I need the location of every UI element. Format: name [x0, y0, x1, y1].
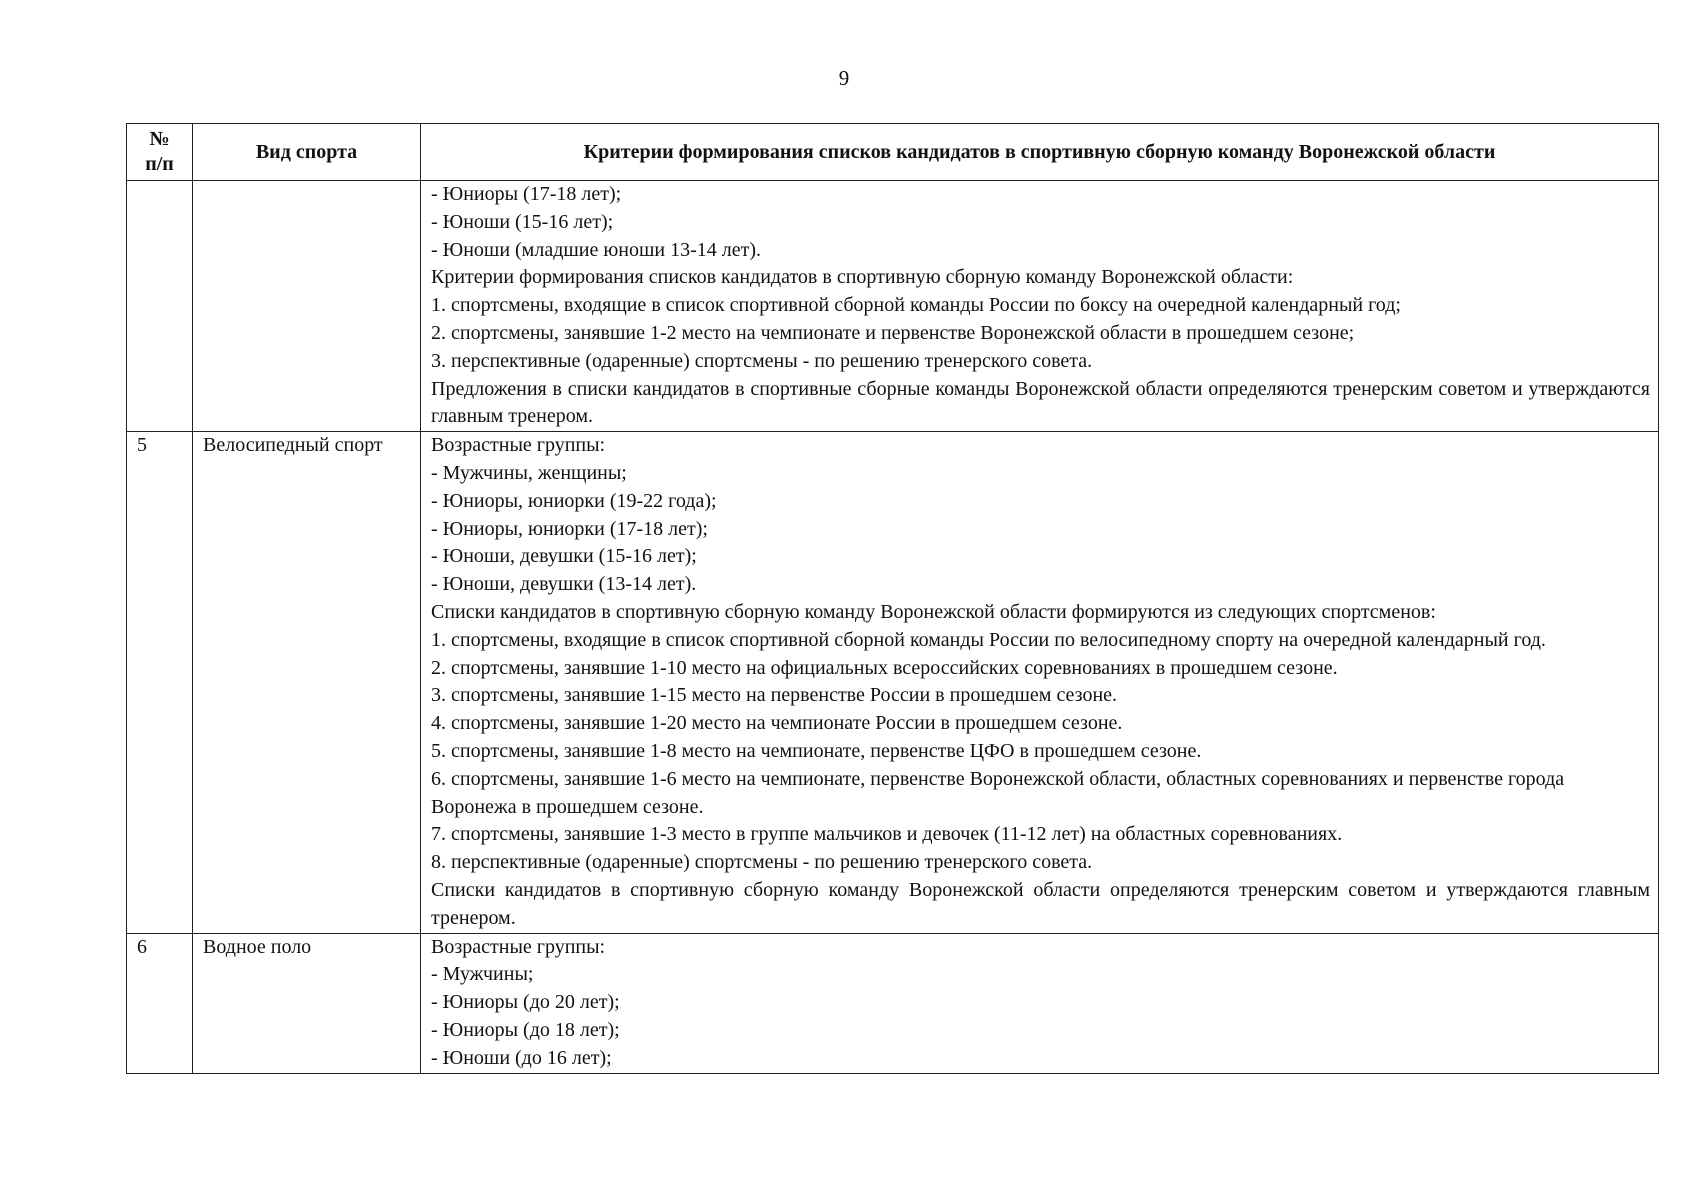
criteria-line: - Юниоры (до 18 лет);: [431, 1018, 620, 1041]
row-number-cell: [127, 181, 193, 432]
criteria-line: 2. спортсмены, занявшие 1-10 место на официальных всероссийских соревнованиях в прошедшем сезоне.: [431, 656, 1338, 679]
row-sport-cell: Велосипедный спорт: [193, 432, 421, 933]
criteria-line: 4. спортсмены, занявшие 1-20 место на чемпионате России в прошедшем сезоне.: [431, 712, 1123, 735]
table-header-row: [127, 124, 1659, 181]
criteria-line: - Юноши (до 16 лет);: [431, 1046, 612, 1069]
criteria-line: - Юниоры, юниорки (17-18 лет);: [431, 517, 708, 540]
criteria-line: 8. перспективные (одаренные) спортсмены - по решению тренерского совета.: [431, 851, 1093, 874]
header-number: [127, 124, 193, 181]
header-sport: Вид спорта: [193, 124, 421, 181]
criteria-line: - Юниоры, юниорки (19-22 года);: [431, 489, 717, 512]
criteria-line: Возрастные группы:: [431, 434, 606, 457]
criteria-paragraph: 6. спортсмены, занявшие 1-6 место на чемпионате, первенстве Воронежской области, областных соревнованиях и первенстве города Воронежа в прошедшем сезоне.: [431, 767, 1565, 818]
criteria-line: - Мужчины, женщины;: [431, 461, 627, 484]
header-number-line-1: №: [149, 128, 170, 150]
criteria-line: - Юноши (15-16 лет);: [431, 210, 614, 233]
criteria-paragraph: Списки кандидатов в спортивную сборную команду Воронежской области определяются тренерским советом и утверждаются главным тренером.: [431, 878, 1650, 929]
criteria-table: [126, 123, 1659, 1074]
row-criteria-cell: [421, 181, 1659, 432]
criteria-line: Критерии формирования списков кандидатов в спортивную сборную команду Воронежской области:: [431, 266, 1294, 289]
header-number-line-2: п/п: [145, 153, 174, 175]
criteria-line: - Юноши, девушки (15-16 лет);: [431, 545, 697, 568]
criteria-line: 3. спортсмены, занявшие 1-15 место на первенстве России в прошедшем сезоне.: [431, 684, 1118, 707]
row-number-cell: 5: [127, 432, 193, 933]
criteria-line: - Юноши, девушки (13-14 лет).: [431, 573, 697, 596]
page-number: 9: [838, 66, 850, 90]
row-criteria-cell: [421, 432, 1659, 933]
criteria-line: - Юниоры (17-18 лет);: [431, 183, 622, 205]
criteria-line: 1. спортсмены, входящие в список спортивной сборной команды России по боксу на очередной календарный год;: [431, 294, 1401, 317]
criteria-line: 5. спортсмены, занявшие 1-8 место на чемпионате, первенстве ЦФО в прошедшем сезоне.: [431, 739, 1202, 762]
table-row: [127, 933, 1659, 1073]
criteria-line: 3. перспективные (одаренные) спортсмены - по решению тренерского совета.: [431, 349, 1093, 372]
table-row: [127, 181, 1659, 432]
criteria-line: 7. спортсмены, занявшие 1-3 место в группе мальчиков и девочек (11-12 лет) на областных соревнованиях.: [431, 823, 1343, 846]
criteria-line: - Юниоры (до 20 лет);: [431, 991, 620, 1014]
criteria-line: - Юноши (младшие юноши 13-14 лет).: [431, 238, 762, 261]
criteria-paragraph: Предложения в списки кандидатов в спортивные сборные команды Воронежской области определяются тренерским советом и утверждаются главным тренером.: [431, 377, 1650, 428]
criteria-line: 2. спортсмены, занявшие 1-2 место на чемпионате и первенстве Воронежской области в прошедшем сезоне;: [431, 321, 1355, 344]
criteria-paragraph: Списки кандидатов в спортивную сборную команду Воронежской области формируются из следующих спортсменов:: [431, 600, 1436, 623]
row-sport-cell: Водное поло: [193, 933, 421, 1073]
row-criteria-cell: [421, 933, 1659, 1073]
row-sport-cell: [193, 181, 421, 432]
table-row: [127, 432, 1659, 933]
criteria-paragraph: 1. спортсмены, входящие в список спортивной сборной команды России по велосипедному спорту на очередной календарный год.: [431, 628, 1546, 651]
criteria-line: - Мужчины;: [431, 963, 534, 986]
row-number-cell: 6: [127, 933, 193, 1073]
header-criteria: Критерии формирования списков кандидатов в спортивную сборную команду Воронежской области: [421, 124, 1659, 181]
criteria-line: Возрастные группы:: [431, 935, 606, 958]
